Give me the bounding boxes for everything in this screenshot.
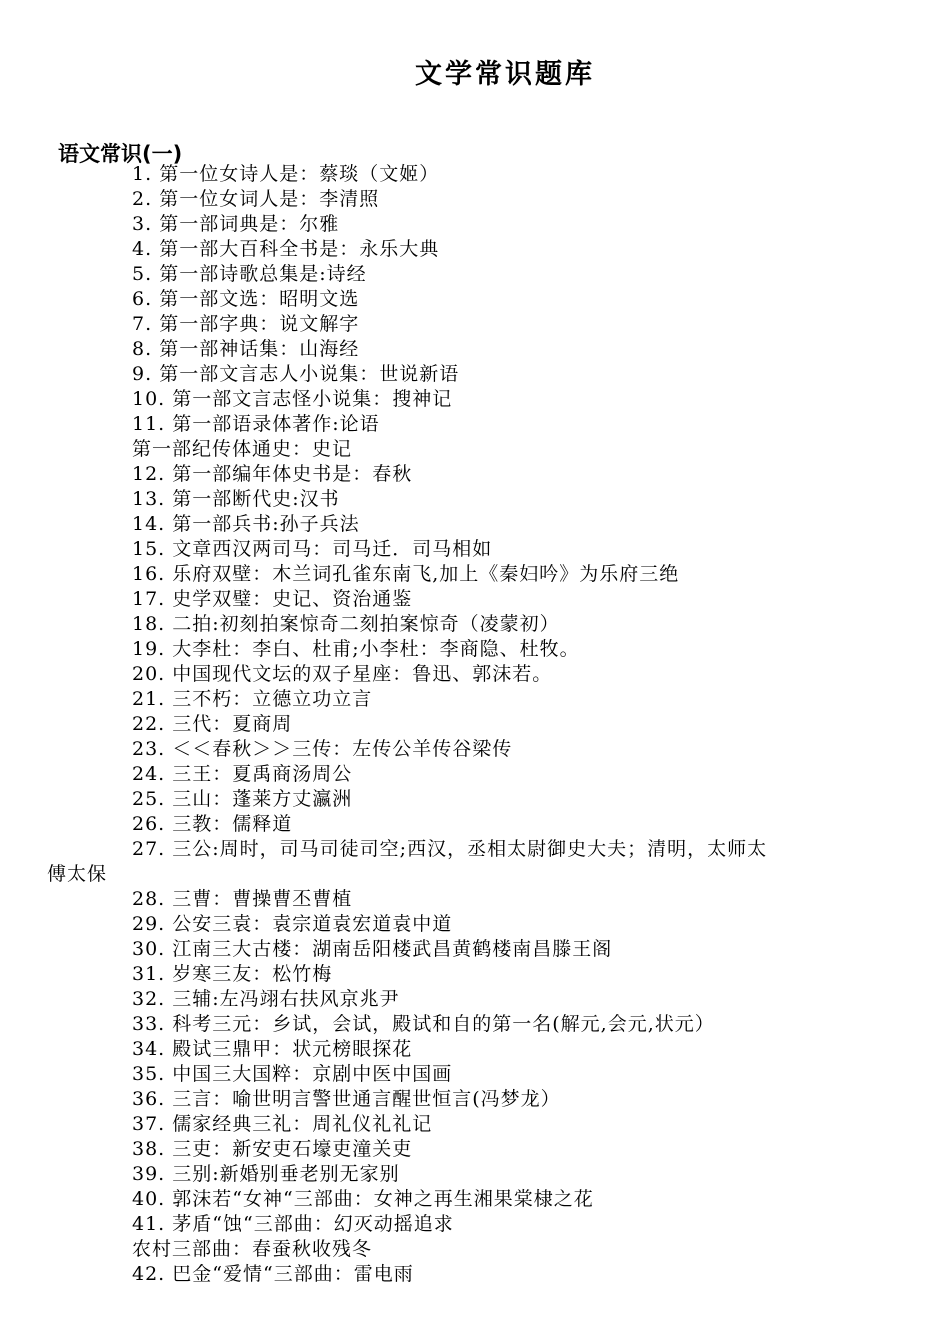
item-text: 三曹：曹操曹丕曹植: [172, 888, 353, 910]
list-item: [0, 962, 950, 987]
item-number: 11.: [132, 413, 166, 435]
item-text: 第一部编年体史书是：春秋: [172, 463, 413, 485]
item-number: 30.: [132, 938, 166, 960]
item-text: 三吏：新安吏石壕吏潼关吏: [172, 1138, 413, 1160]
list-item: [0, 437, 950, 462]
item-text: 第一位女词人是：李清照: [159, 188, 380, 210]
item-text: 公安三袁：袁宗道袁宏道袁中道: [172, 913, 453, 935]
item-number: 21.: [132, 688, 166, 710]
list-item: [0, 362, 950, 387]
list-item: [0, 312, 950, 337]
item-text: 江南三大古楼：湖南岳阳楼武昌黄鹤楼南昌滕王阁: [172, 938, 613, 960]
item-text: 三不朽：立德立功立言: [172, 688, 373, 710]
item-number: 5.: [132, 263, 153, 285]
item-number: 31.: [132, 963, 166, 985]
list-item: [0, 787, 950, 812]
list-item: [0, 1237, 950, 1262]
item-text: 三言：喻世明言警世通言醒世恒言(冯梦龙）: [172, 1088, 561, 1110]
list-item: [0, 637, 950, 662]
item-number: 22.: [132, 713, 166, 735]
item-text: 第一位女诗人是：蔡琰（文姬）: [159, 163, 440, 185]
list-item: [0, 662, 950, 687]
list-item: [0, 562, 950, 587]
item-number: 17.: [132, 588, 166, 610]
item-number: 27.: [132, 838, 166, 860]
list-item: [0, 1012, 950, 1037]
list-item: [0, 887, 950, 912]
list-item: [0, 612, 950, 637]
item-number: 41.: [132, 1213, 166, 1235]
list-item: [0, 412, 950, 437]
list-item: [0, 937, 950, 962]
item-text: 二拍:初刻拍案惊奇二刻拍案惊奇（凌蒙初）: [172, 613, 560, 635]
item-number: 15.: [132, 538, 166, 560]
knowledge-list: [0, 162, 950, 1287]
item-text: 第一部神话集：山海经: [159, 338, 360, 360]
item-text: 茅盾“蚀“三部曲：幻灭动摇追求: [172, 1213, 454, 1235]
list-item: [0, 762, 950, 787]
item-text: ＜＜春秋＞＞三传：左传公羊传谷梁传: [172, 738, 513, 760]
item-number: 40.: [132, 1188, 166, 1210]
list-item: [0, 1062, 950, 1087]
item-number: 34.: [132, 1038, 166, 1060]
list-item: [0, 237, 950, 262]
item-text: 三山：蓬莱方丈瀛洲: [172, 788, 353, 810]
item-text: 三教：儒释道: [172, 813, 293, 835]
item-text: 三公:周时，司马司徒司空;西汉，丞相太尉御史大夫；清明，太师太: [172, 838, 768, 860]
list-item: [0, 712, 950, 737]
section-heading: 语文常识(一): [58, 142, 183, 166]
list-item: [0, 837, 950, 862]
list-item: [0, 187, 950, 212]
item-text: 郭沫若“女神“三部曲：女神之再生湘果棠棣之花: [172, 1188, 594, 1210]
item-text: 大李杜：李白、杜甫;小李杜：李商隐、杜牧。: [172, 638, 580, 660]
list-item: [0, 1162, 950, 1187]
item-number: 9.: [132, 363, 153, 385]
list-item: [0, 1037, 950, 1062]
item-number: 10.: [132, 388, 166, 410]
list-item: [0, 587, 950, 612]
item-number: 6.: [132, 288, 153, 310]
list-item: [0, 1112, 950, 1137]
item-number: 24.: [132, 763, 166, 785]
item-text: 三王：夏禹商汤周公: [172, 763, 353, 785]
list-item: [0, 487, 950, 512]
item-number: 42.: [132, 1263, 166, 1285]
item-text: 儒家经典三礼：周礼仪礼礼记: [172, 1113, 433, 1135]
item-text: 第一部断代史:汉书: [172, 488, 340, 510]
item-number: 8.: [132, 338, 153, 360]
item-text: 第一部语录体著作:论语: [172, 413, 380, 435]
list-item: [0, 1212, 950, 1237]
item-number: 35.: [132, 1063, 166, 1085]
item-text: 三代：夏商周: [172, 713, 293, 735]
item-text: 岁寒三友：松竹梅: [172, 963, 333, 985]
list-item: [0, 512, 950, 537]
item-number: 3.: [132, 213, 153, 235]
item-text: 三别:新婚别垂老别无家别: [172, 1163, 400, 1185]
item-number: 28.: [132, 888, 166, 910]
item-number: 32.: [132, 988, 166, 1010]
list-item: [0, 1262, 950, 1287]
item-number: 39.: [132, 1163, 166, 1185]
item-text: 殿试三鼎甲：状元榜眼探花: [172, 1038, 413, 1060]
item-number: 26.: [132, 813, 166, 835]
item-number: 13.: [132, 488, 166, 510]
item-number: 37.: [132, 1113, 166, 1135]
item-text: 三辅:左冯翊右扶风京兆尹: [172, 988, 400, 1010]
item-text: 第一部文选：昭明文选: [159, 288, 360, 310]
item-number: 19.: [132, 638, 166, 660]
item-number: 20.: [132, 663, 166, 685]
item-number: 12.: [132, 463, 166, 485]
item-number: 2.: [132, 188, 153, 210]
item-number: 7.: [132, 313, 153, 335]
list-item: [0, 1087, 950, 1112]
list-item: [0, 262, 950, 287]
document-title: 文学常识题库: [415, 59, 595, 90]
item-text: 第一部词典是：尔雅: [159, 213, 340, 235]
list-item: [0, 337, 950, 362]
item-text: 第一部兵书:孙子兵法: [172, 513, 360, 535]
item-text: 中国三大国粹：京剧中医中国画: [172, 1063, 453, 1085]
list-item: [0, 1187, 950, 1212]
list-item: [0, 1137, 950, 1162]
list-item: [0, 537, 950, 562]
item-number: 38.: [132, 1138, 166, 1160]
list-item: [0, 912, 950, 937]
list-item: [0, 387, 950, 412]
item-number: 14.: [132, 513, 166, 535]
item-text: 第一部大百科全书是：永乐大典: [159, 238, 440, 260]
item-text: 巴金“爱情“三部曲：雷电雨: [172, 1263, 414, 1285]
item-text: 文章西汉两司马：司马迁．司马相如: [172, 538, 493, 560]
item-number: 18.: [132, 613, 166, 635]
item-text: 科考三元：乡试，会试，殿试和自的第一名(解元,会元,状元）: [172, 1013, 715, 1035]
item-number: 33.: [132, 1013, 166, 1035]
item-text: 乐府双壁：木兰词孔雀东南飞,加上《秦妇吟》为乐府三绝: [172, 563, 680, 585]
item-number: 36.: [132, 1088, 166, 1110]
item-text: 第一部诗歌总集是:诗经: [159, 263, 367, 285]
item-text: 农村三部曲：春蚕秋收残冬: [132, 1238, 373, 1260]
list-item: [0, 287, 950, 312]
item-number: 29.: [132, 913, 166, 935]
list-item: [0, 462, 950, 487]
item-number: 16.: [132, 563, 166, 585]
list-item: [0, 987, 950, 1012]
item-text: 史学双璧：史记、资治通鉴: [172, 588, 413, 610]
list-item: [0, 862, 950, 887]
item-text: 第一部文言志人小说集：世说新语: [159, 363, 460, 385]
list-item: [0, 812, 950, 837]
list-item: [0, 212, 950, 237]
list-item: [0, 687, 950, 712]
item-text: 第一部纪传体通史：史记: [132, 438, 353, 460]
item-text: 中国现代文坛的双子星座：鲁迅、郭沫若。: [172, 663, 553, 685]
item-number: 4.: [132, 238, 153, 260]
list-item: [0, 737, 950, 762]
list-item: [0, 162, 950, 187]
item-number: 25.: [132, 788, 166, 810]
item-number: 1.: [132, 163, 153, 185]
item-number: 23.: [132, 738, 166, 760]
item-text: 第一部文言志怪小说集：搜神记: [172, 388, 453, 410]
item-text: 第一部字典：说文解字: [159, 313, 360, 335]
item-text: 傅太保: [47, 863, 108, 885]
